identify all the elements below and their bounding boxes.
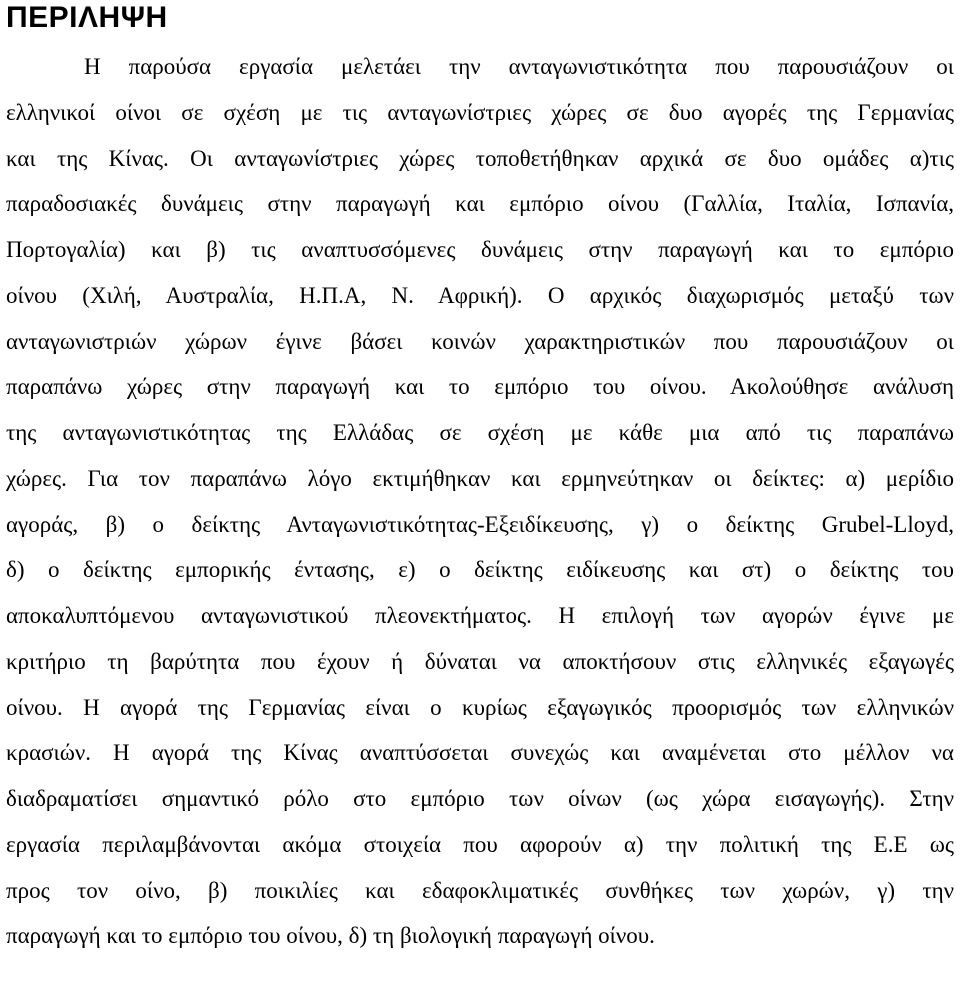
paragraph-line: αγοράς, β) ο δείκτης Ανταγωνιστικότητας-Εξειδίκευσης, γ) ο δείκτης Grubel-Lloyd, — [6, 511, 954, 537]
paragraph-line: χώρες. Για τον παραπάνω λόγο εκτιμήθηκαν και ερμηνεύτηκαν οι δείκτες: α) μερίδιο — [6, 465, 954, 491]
paragraph-line: παραπάνω χώρες στην παραγωγή και το εμπόριο του οίνου. Ακολούθησε ανάλυση — [6, 374, 954, 400]
paragraph-line: εργασία περιλαμβάνονται ακόμα στοιχεία που αφορούν α) την πολιτική της Ε.Ε ως — [6, 831, 954, 857]
section-heading: ΠΕΡΙΛΗΨΗ — [6, 1, 168, 34]
document-page — [6, 0, 954, 964]
paragraph-line: της ανταγωνιστικότητας της Ελλάδας σε σχέση με κάθε μια από τις παραπάνω — [6, 420, 954, 445]
paragraph-line: κρασιών. Η αγορά της Κίνας αναπτύσσεται συνεχώς και αναμένεται στο μέλλον να — [6, 740, 954, 766]
paragraph-line: Η παρούσα εργασία μελετάει την ανταγωνιστικότητα που παρουσιάζουν οι — [84, 54, 954, 79]
paragraph-line: αποκαλυπτόμενου ανταγωνιστικού πλεονεκτήματος. Η επιλογή των αγορών έγινε με — [6, 603, 954, 628]
abstract-paragraph — [6, 49, 954, 964]
paragraph-line: Πορτογαλία) και β) τις αναπτυσσόμενες δυνάμεις στην παραγωγή και το εμπόριο — [6, 237, 954, 262]
paragraph-line: οίνου. Η αγορά της Γερμανίας είναι ο κυρίως εξαγωγικός προορισμός των ελληνικών — [6, 694, 954, 720]
paragraph-line: δ) ο δείκτης εμπορικής έντασης, ε) ο δείκτης ειδίκευσης και στ) ο δείκτης του — [6, 557, 954, 583]
paragraph-line: και της Κίνας. Οι ανταγωνίστριες χώρες τοποθετήθηκαν αρχικά σε δυο ομάδες α)τις — [6, 145, 954, 171]
paragraph-line: προς τον οίνο, β) ποικιλίες και εδαφοκλιματικές συνθήκες των χωρών, γ) την — [6, 877, 954, 903]
paragraph-line: ανταγωνιστριών χώρων έγινε βάσει κοινών χαρακτηριστικών που παρουσιάζουν οι — [6, 328, 954, 354]
paragraph-line: παραγωγή και το εμπόριο του οίνου, δ) τη βιολογική παραγωγή οίνου. — [6, 923, 655, 949]
paragraph-line: παραδοσιακές δυνάμεις στην παραγωγή και εμπόριο οίνου (Γαλλία, Ιταλία, Ισπανία, — [6, 191, 954, 217]
paragraph-line: οίνου (Χιλή, Αυστραλία, Η.Π.Α, Ν. Αφρική). Ο αρχικός διαχωρισμός μεταξύ των — [6, 282, 954, 308]
paragraph-line: διαδραματίσει σημαντικό ρόλο στο εμπόριο των οίνων (ως χώρα εισαγωγής). Στην — [6, 786, 954, 811]
paragraph-line: ελληνικοί οίνοι σε σχέση με τις ανταγωνίστριες χώρες σε δυο αγορές της Γερμανίας — [6, 99, 954, 125]
paragraph-line: κριτήριο τη βαρύτητα που έχουν ή δύναται να αποκτήσουν στις ελληνικές εξαγωγές — [6, 648, 954, 674]
